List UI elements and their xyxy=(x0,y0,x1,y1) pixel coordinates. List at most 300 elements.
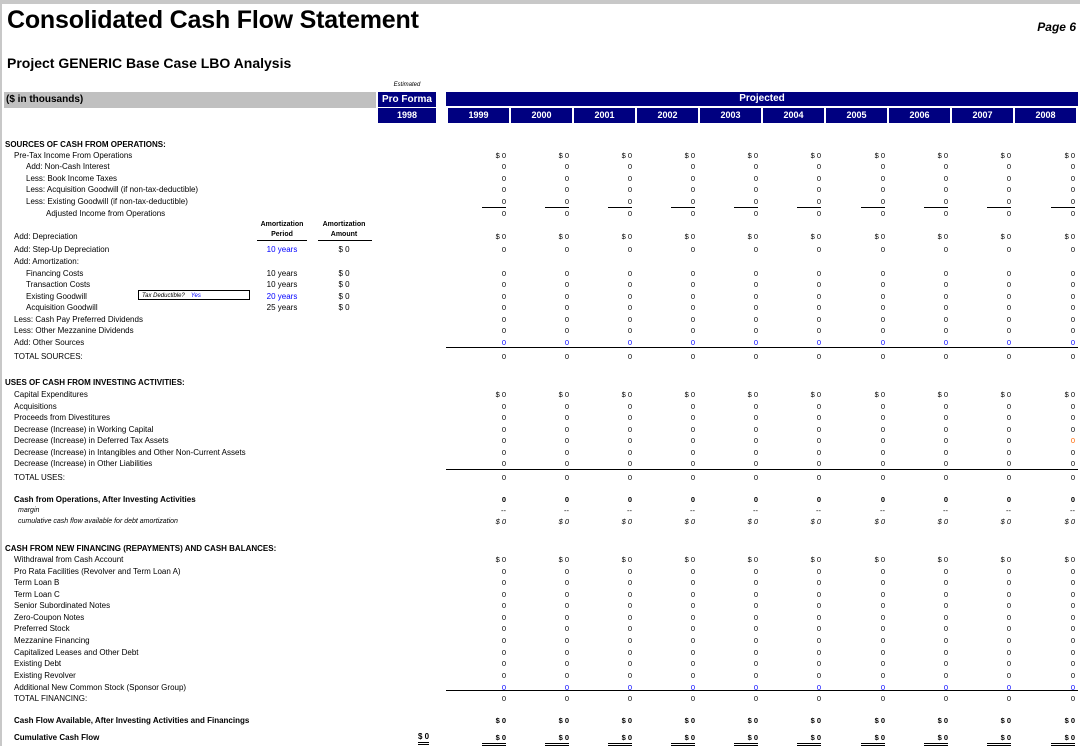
value-cell: 0 xyxy=(501,425,506,434)
financing-amount: $ 0 xyxy=(338,269,350,278)
row-label: TOTAL SOURCES: xyxy=(14,352,83,361)
value-cell: 0 xyxy=(943,338,948,347)
value-cell: 0 xyxy=(816,326,821,335)
value-cell: 0 xyxy=(880,590,885,599)
value-cell: 0 xyxy=(924,458,948,470)
value-cell: 0 xyxy=(564,578,569,587)
table-row xyxy=(0,351,1080,362)
row-label: Decrease (Increase) in Other Liabilities xyxy=(14,459,153,468)
table-row xyxy=(0,554,1080,565)
value-cell: 0 xyxy=(753,245,758,254)
value-cell: 0 xyxy=(797,196,821,208)
value-cell: 0 xyxy=(816,292,821,301)
value-cell: 0 xyxy=(627,694,632,703)
value-cell: 0 xyxy=(627,578,632,587)
pro-forma-cumulative: $ 0 xyxy=(418,732,429,745)
value-cell: 0 xyxy=(943,473,948,482)
value-cell: 0 xyxy=(627,338,632,347)
table-row xyxy=(0,184,1080,195)
value-cell: 0 xyxy=(1006,338,1011,347)
row-label: Transaction Costs xyxy=(26,280,91,289)
row-label: Financing Costs xyxy=(26,269,84,278)
value-cell: 0 xyxy=(861,458,885,470)
year-header: 2006 xyxy=(889,108,950,123)
value-cell: 0 xyxy=(1006,613,1011,622)
value-cell: 0 xyxy=(690,174,695,183)
value-cell: 0 xyxy=(1070,425,1075,434)
value-cell: 0 xyxy=(943,495,948,504)
value-cell: 0 xyxy=(1006,174,1011,183)
value-cell: 0 xyxy=(797,458,821,470)
value-cell: 0 xyxy=(627,326,632,335)
value-cell: 0 xyxy=(1070,613,1075,622)
value-cell: 0 xyxy=(564,694,569,703)
row-label: Less: Other Mezzanine Dividends xyxy=(14,326,134,335)
value-cell: 0 xyxy=(564,683,569,692)
value-cell: 0 xyxy=(943,425,948,434)
table-row xyxy=(0,244,1080,255)
value-cell: 0 xyxy=(482,196,506,208)
value-cell: 0 xyxy=(501,269,506,278)
value-cell: 0 xyxy=(690,338,695,347)
value-cell: $ 0 xyxy=(810,517,821,526)
value-cell: 0 xyxy=(1070,659,1075,668)
value-cell: 0 xyxy=(753,292,758,301)
value-cell: 0 xyxy=(690,495,695,504)
table-row xyxy=(0,173,1080,184)
row-label: SOURCES OF CASH FROM OPERATIONS: xyxy=(5,140,166,149)
value-cell: 0 xyxy=(1006,601,1011,610)
value-cell: 0 xyxy=(690,303,695,312)
value-cell: 0 xyxy=(1070,648,1075,657)
existing-goodwill-period[interactable]: 20 years xyxy=(266,292,298,301)
value-cell: 0 xyxy=(1070,495,1075,504)
value-cell: 0 xyxy=(943,648,948,657)
total-sources-rule xyxy=(446,347,1078,348)
value-cell: 0 xyxy=(501,601,506,610)
value-cell: 0 xyxy=(501,315,506,324)
value-cell: -- xyxy=(1070,506,1075,515)
value-cell: 0 xyxy=(753,436,758,445)
value-cell: 0 xyxy=(564,352,569,361)
value-cell: $ 0 xyxy=(495,716,506,725)
value-cell: 0 xyxy=(753,209,758,218)
transaction-period: 10 years xyxy=(266,280,298,289)
value-cell: 0 xyxy=(1006,448,1011,457)
table-row xyxy=(0,150,1080,161)
value-cell: 0 xyxy=(627,473,632,482)
value-cell: 0 xyxy=(564,402,569,411)
value-cell: 0 xyxy=(501,671,506,680)
row-label: Term Loan B xyxy=(14,578,60,587)
value-cell: 0 xyxy=(564,636,569,645)
table-row xyxy=(0,279,1080,290)
value-cell: $ 0 xyxy=(874,555,885,564)
row-label: USES OF CASH FROM INVESTING ACTIVITIES: xyxy=(5,378,185,387)
value-cell: -- xyxy=(753,506,758,515)
value-cell: 0 xyxy=(627,683,632,692)
value-cell: $ 0 xyxy=(937,390,948,399)
value-cell: 0 xyxy=(608,196,632,208)
value-cell: $ 0 xyxy=(558,390,569,399)
value-cell: 0 xyxy=(1070,413,1075,422)
table-row xyxy=(0,325,1080,336)
value-cell: $ 0 xyxy=(924,732,948,746)
value-cell: 0 xyxy=(1006,590,1011,599)
value-cell: 0 xyxy=(1006,567,1011,576)
row-label: Proceeds from Divestitures xyxy=(14,413,111,422)
year-header: 2000 xyxy=(511,108,572,123)
row-label: Add: Step-Up Depreciation xyxy=(14,245,110,254)
value-cell: 0 xyxy=(564,590,569,599)
value-cell: 0 xyxy=(564,174,569,183)
value-cell: $ 0 xyxy=(747,151,758,160)
value-cell: 0 xyxy=(564,413,569,422)
value-cell: 0 xyxy=(1006,315,1011,324)
value-cell: 0 xyxy=(501,694,506,703)
value-cell: 0 xyxy=(987,458,1011,470)
table-row xyxy=(0,543,1080,554)
value-cell: $ 0 xyxy=(621,151,632,160)
value-cell: 0 xyxy=(1070,448,1075,457)
value-cell: 0 xyxy=(690,601,695,610)
table-row xyxy=(0,577,1080,588)
value-cell: $ 0 xyxy=(810,151,821,160)
value-cell: 0 xyxy=(501,567,506,576)
value-cell: 0 xyxy=(564,495,569,504)
value-cell: 0 xyxy=(753,694,758,703)
value-cell: $ 0 xyxy=(1000,517,1011,526)
value-cell: 0 xyxy=(501,648,506,657)
value-cell: 0 xyxy=(880,162,885,171)
value-cell: 0 xyxy=(690,245,695,254)
value-cell: 0 xyxy=(1070,567,1075,576)
value-cell: $ 0 xyxy=(621,390,632,399)
value-cell: $ 0 xyxy=(734,732,758,746)
value-cell: 0 xyxy=(880,683,885,692)
value-cell: 0 xyxy=(753,448,758,457)
value-cell: 0 xyxy=(1051,458,1075,470)
value-cell: 0 xyxy=(501,303,506,312)
value-cell: 0 xyxy=(943,185,948,194)
value-cell: 0 xyxy=(943,436,948,445)
value-cell: 0 xyxy=(1070,352,1075,361)
value-cell: 0 xyxy=(1006,659,1011,668)
value-cell: $ 0 xyxy=(621,716,632,725)
value-cell: 0 xyxy=(943,292,948,301)
value-cell: 0 xyxy=(690,292,695,301)
table-row xyxy=(0,516,1080,527)
value-cell: 0 xyxy=(753,338,758,347)
value-cell: 0 xyxy=(816,174,821,183)
value-cell: 0 xyxy=(753,495,758,504)
value-cell: 0 xyxy=(501,402,506,411)
value-cell: 0 xyxy=(880,209,885,218)
value-cell: $ 0 xyxy=(495,517,506,526)
row-label: Less: Book Income Taxes xyxy=(26,174,118,183)
value-cell: 0 xyxy=(943,174,948,183)
value-cell: 0 xyxy=(1006,436,1011,445)
value-cell: 0 xyxy=(880,636,885,645)
value-cell: 0 xyxy=(501,174,506,183)
acquisition-goodwill-period: 25 years xyxy=(266,303,298,312)
value-cell: 0 xyxy=(1070,683,1075,692)
value-cell: 0 xyxy=(1070,671,1075,680)
value-cell: 0 xyxy=(816,694,821,703)
table-row xyxy=(0,566,1080,577)
row-label: Additional New Common Stock (Sponsor Group) xyxy=(14,683,187,692)
value-cell: 0 xyxy=(1070,601,1075,610)
value-cell: 0 xyxy=(690,671,695,680)
value-cell: 0 xyxy=(564,448,569,457)
value-cell: 0 xyxy=(816,495,821,504)
value-cell: $ 0 xyxy=(937,232,948,241)
value-cell: $ 0 xyxy=(608,732,632,746)
value-cell: 0 xyxy=(943,613,948,622)
table-row xyxy=(0,291,1080,302)
tax-deductible-value[interactable]: Yes xyxy=(190,293,201,299)
value-cell: 0 xyxy=(943,694,948,703)
value-cell: 0 xyxy=(880,185,885,194)
table-row xyxy=(0,472,1080,483)
table-row xyxy=(0,458,1080,469)
value-cell: 0 xyxy=(1070,303,1075,312)
value-cell: 0 xyxy=(943,590,948,599)
value-cell: 0 xyxy=(501,185,506,194)
value-cell: 0 xyxy=(627,567,632,576)
value-cell: 0 xyxy=(816,659,821,668)
value-cell: 0 xyxy=(1006,269,1011,278)
value-cell: 0 xyxy=(816,683,821,692)
table-row xyxy=(0,635,1080,646)
row-label: Cumulative Cash Flow xyxy=(14,733,100,742)
value-cell: 0 xyxy=(816,578,821,587)
row-label: Add: Non-Cash Interest xyxy=(26,162,110,171)
row-label: TOTAL FINANCING: xyxy=(14,694,88,703)
value-cell: $ 0 xyxy=(797,732,821,746)
row-label: cumulative cash flow available for debt amortization xyxy=(18,518,178,525)
value-cell: $ 0 xyxy=(937,555,948,564)
value-cell: 0 xyxy=(943,352,948,361)
step-up-period[interactable]: 10 years xyxy=(266,245,298,254)
value-cell: 0 xyxy=(690,162,695,171)
value-cell: 0 xyxy=(690,590,695,599)
value-cell: 0 xyxy=(564,162,569,171)
value-cell: 0 xyxy=(1006,694,1011,703)
value-cell: 0 xyxy=(1006,624,1011,633)
value-cell: 0 xyxy=(816,624,821,633)
value-cell: 0 xyxy=(690,413,695,422)
value-cell: -- xyxy=(564,506,569,515)
value-cell: $ 0 xyxy=(1000,716,1011,725)
value-cell: 0 xyxy=(501,590,506,599)
value-cell: 0 xyxy=(943,326,948,335)
value-cell: 0 xyxy=(627,269,632,278)
value-cell: 0 xyxy=(1070,636,1075,645)
value-cell: $ 0 xyxy=(937,151,948,160)
value-cell: 0 xyxy=(690,648,695,657)
total-uses-rule xyxy=(446,469,1078,470)
value-cell: 0 xyxy=(564,613,569,622)
value-cell: $ 0 xyxy=(684,232,695,241)
row-label: Capital Expenditures xyxy=(14,390,88,399)
total-financing-rule xyxy=(446,690,1078,691)
value-cell: $ 0 xyxy=(1051,732,1075,746)
value-cell: 0 xyxy=(564,315,569,324)
value-cell: 0 xyxy=(1006,185,1011,194)
row-label: Decrease (Increase) in Deferred Tax Assets xyxy=(14,436,169,445)
value-cell: 0 xyxy=(564,303,569,312)
year-header: 2001 xyxy=(574,108,635,123)
value-cell: 0 xyxy=(627,413,632,422)
value-cell: 0 xyxy=(501,495,506,504)
value-cell: 0 xyxy=(816,162,821,171)
value-cell: 0 xyxy=(545,458,569,470)
value-cell: 0 xyxy=(753,590,758,599)
value-cell: 0 xyxy=(880,338,885,347)
value-cell: 0 xyxy=(753,578,758,587)
estimated-label: Estimated xyxy=(393,82,421,88)
value-cell: 0 xyxy=(1070,245,1075,254)
value-cell: 0 xyxy=(753,352,758,361)
value-cell: $ 0 xyxy=(495,151,506,160)
value-cell: 0 xyxy=(753,269,758,278)
table-row xyxy=(0,208,1080,219)
value-cell: 0 xyxy=(564,473,569,482)
value-cell: 0 xyxy=(501,578,506,587)
value-cell: 0 xyxy=(880,245,885,254)
value-cell: 0 xyxy=(627,303,632,312)
value-cell: $ 0 xyxy=(1064,555,1075,564)
value-cell: 0 xyxy=(816,269,821,278)
value-cell: 0 xyxy=(1006,402,1011,411)
value-cell: -- xyxy=(943,506,948,515)
value-cell: $ 0 xyxy=(495,555,506,564)
row-label: Pro Rata Facilities (Revolver and Term Loan A) xyxy=(14,567,181,576)
value-cell: 0 xyxy=(690,578,695,587)
value-cell: 0 xyxy=(1070,185,1075,194)
value-cell: 0 xyxy=(501,413,506,422)
value-cell: 0 xyxy=(627,636,632,645)
row-label: Acquisitions xyxy=(14,402,57,411)
value-cell: 0 xyxy=(880,601,885,610)
table-row xyxy=(0,447,1080,458)
value-cell: 0 xyxy=(627,185,632,194)
value-cell: $ 0 xyxy=(747,517,758,526)
page-number: Page 6 xyxy=(1037,20,1076,34)
table-row xyxy=(0,161,1080,172)
value-cell: $ 0 xyxy=(1064,390,1075,399)
value-cell: 0 xyxy=(943,269,948,278)
value-cell: 0 xyxy=(943,448,948,457)
table-row xyxy=(0,623,1080,634)
value-cell: 0 xyxy=(564,292,569,301)
value-cell: 0 xyxy=(1006,162,1011,171)
value-cell: 0 xyxy=(880,402,885,411)
value-cell: 0 xyxy=(564,659,569,668)
value-cell: 0 xyxy=(816,601,821,610)
value-cell: $ 0 xyxy=(810,390,821,399)
value-cell: 0 xyxy=(943,624,948,633)
value-cell: 0 xyxy=(1070,280,1075,289)
value-cell: 0 xyxy=(627,280,632,289)
value-cell: 0 xyxy=(943,245,948,254)
value-cell: 0 xyxy=(816,303,821,312)
row-label: Zero-Coupon Notes xyxy=(14,613,85,622)
value-cell: 0 xyxy=(501,624,506,633)
value-cell: 0 xyxy=(816,590,821,599)
table-row xyxy=(0,715,1080,726)
value-cell: $ 0 xyxy=(1000,151,1011,160)
value-cell: 0 xyxy=(545,196,569,208)
value-cell: 0 xyxy=(943,659,948,668)
value-cell: $ 0 xyxy=(810,716,821,725)
amort-period-header-line1: Amortization xyxy=(260,221,304,228)
year-header: 2003 xyxy=(700,108,761,123)
value-cell: 0 xyxy=(501,338,506,347)
value-cell: $ 0 xyxy=(684,716,695,725)
table-row xyxy=(0,196,1080,207)
table-row xyxy=(0,268,1080,279)
value-cell: 0 xyxy=(1006,413,1011,422)
value-cell: 0 xyxy=(816,648,821,657)
value-cell: 0 xyxy=(690,315,695,324)
value-cell: 0 xyxy=(753,613,758,622)
value-cell: 0 xyxy=(690,473,695,482)
value-cell: 0 xyxy=(753,315,758,324)
table-row xyxy=(0,494,1080,505)
row-label: Pre-Tax Income From Operations xyxy=(14,151,133,160)
value-cell: 0 xyxy=(753,671,758,680)
value-cell: 0 xyxy=(753,413,758,422)
value-cell: 0 xyxy=(690,269,695,278)
value-cell: 0 xyxy=(880,413,885,422)
year-header: 2005 xyxy=(826,108,887,123)
row-label: Less: Existing Goodwill (if non-tax-deductible) xyxy=(26,197,188,206)
value-cell: 0 xyxy=(880,495,885,504)
value-cell: 0 xyxy=(816,448,821,457)
table-row xyxy=(0,256,1080,267)
value-cell: 0 xyxy=(690,185,695,194)
row-label: Cash Flow Available, After Investing Activities and Financings xyxy=(14,716,250,725)
value-cell: 0 xyxy=(753,567,758,576)
value-cell: 0 xyxy=(564,280,569,289)
value-cell: 0 xyxy=(1006,352,1011,361)
value-cell: $ 0 xyxy=(987,732,1011,746)
value-cell: 0 xyxy=(880,648,885,657)
value-cell: 0 xyxy=(564,338,569,347)
value-cell: 0 xyxy=(501,245,506,254)
value-cell: -- xyxy=(690,506,695,515)
value-cell: 0 xyxy=(501,352,506,361)
row-label: CASH FROM NEW FINANCING (REPAYMENTS) AND CASH BALANCES: xyxy=(5,544,277,553)
value-cell: 0 xyxy=(753,601,758,610)
value-cell: $ 0 xyxy=(558,716,569,725)
table-row xyxy=(0,424,1080,435)
value-cell: $ 0 xyxy=(495,390,506,399)
value-cell: $ 0 xyxy=(495,232,506,241)
value-cell: 0 xyxy=(1006,209,1011,218)
value-cell: 0 xyxy=(816,352,821,361)
value-cell: 0 xyxy=(1070,338,1075,347)
value-cell: 0 xyxy=(1006,425,1011,434)
value-cell: 0 xyxy=(671,196,695,208)
acquisition-goodwill-amount: $ 0 xyxy=(338,303,350,312)
value-cell: 0 xyxy=(501,659,506,668)
value-cell: 0 xyxy=(816,425,821,434)
value-cell: 0 xyxy=(861,196,885,208)
value-cell: 0 xyxy=(627,209,632,218)
